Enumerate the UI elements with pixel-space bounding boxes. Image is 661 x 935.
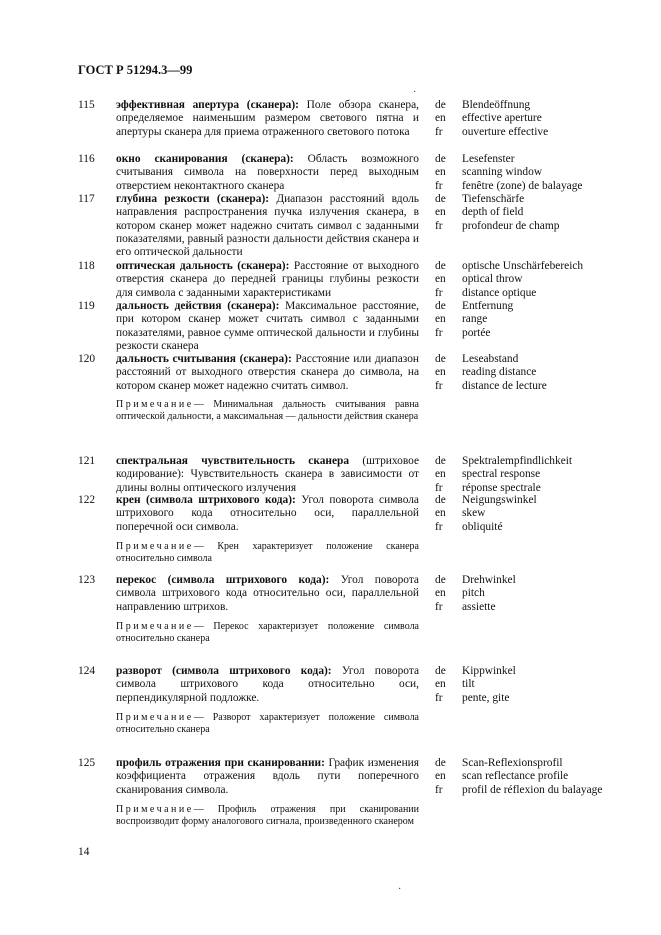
note-text: — Разворот характеризует положение символа относительно сканера xyxy=(116,712,419,736)
term-note xyxy=(116,541,419,566)
term-number: 124 xyxy=(78,665,96,677)
term-name: дальность считывания (сканера): xyxy=(116,353,292,365)
term-number: 120 xyxy=(78,353,96,365)
term-name: перекос (символа штрихового кода): xyxy=(116,574,330,586)
note-label: Примечание xyxy=(116,712,194,723)
translation-de: Blendeöffnung xyxy=(462,99,531,111)
scan-speck: · xyxy=(398,884,402,895)
translation-en: range xyxy=(462,313,488,326)
translation-de: Neigungswinkel xyxy=(462,494,537,506)
translation-de: Leseabstand xyxy=(462,353,519,365)
translation-en: scanning window xyxy=(462,166,543,179)
term-name: окно сканирования (сканера): xyxy=(116,153,294,165)
translations: de Drehwinkel en pitch fr assiette xyxy=(435,574,516,613)
definition-text: График изменения коэффициента отражения вдоль пути поперечного сканирования символа. xyxy=(116,757,419,796)
term-number: 116 xyxy=(78,153,95,165)
translation-fr: distance de lecture xyxy=(462,379,547,392)
translation-en: depth of field xyxy=(462,206,524,219)
translation-de: Kippwinkel xyxy=(462,665,516,677)
translation-de: Tiefenschärfe xyxy=(462,193,525,205)
note-text: — Профиль отражения при сканировании воспроизводит форму аналогового сигнала, произведенного сканером xyxy=(116,804,419,828)
translations: de Neigungswinkel en skew fr obliquité xyxy=(435,494,537,533)
term-definition xyxy=(116,665,419,705)
term-definition xyxy=(116,757,419,797)
term-note xyxy=(116,804,419,829)
term-definition xyxy=(116,260,419,300)
page-number: 14 xyxy=(78,846,90,858)
term-name: эффективная апертура (сканера): xyxy=(116,99,299,111)
term-number: 121 xyxy=(78,455,96,467)
term-number: 119 xyxy=(78,300,95,312)
definition-text: Расстояние или диапазон расстояний от выходного отверстия сканера до символа, на котором сканер может надежно считать символ. xyxy=(116,353,419,392)
translations: de Entfernung en range fr portée xyxy=(435,300,514,339)
definition-text: Максимальное расстояние, при котором сканер может считать символ с заданными показателями, равное сумме оптической дальности и глубины резкости сканера xyxy=(116,300,419,352)
term-name: крен (символа штрихового кода): xyxy=(116,494,296,506)
page-header: ГОСТ Р 51294.3—99 xyxy=(78,63,193,77)
translation-en: tilt xyxy=(462,678,475,691)
term-definition xyxy=(116,300,419,353)
definition-text: Область возможного считывания символа на поверхности перед выходным отверстием неконтактного сканера xyxy=(116,153,419,192)
translations: de Tiefenschärfe en depth of field fr profondeur de champ xyxy=(435,193,560,232)
note-label: Примечание xyxy=(116,621,194,632)
note-text: — Перекос характеризует положение символа относительно сканера xyxy=(116,621,419,645)
note-label: Примечание xyxy=(116,804,194,815)
translation-de: Lesefenster xyxy=(462,153,515,165)
definition-text: Поле обзора сканера, определяемое наименьшим размером светового пятна и апертуры сканера для приема отраженного светового потока xyxy=(116,99,419,138)
term-name: дальность действия (сканера): xyxy=(116,300,280,312)
note-text: — Минимальная дальность считывания равна оптической дальности, а максимальная — дальности действия сканера xyxy=(116,399,419,423)
term-definition xyxy=(116,99,419,139)
definition-text: Угол поворота символа штрихового кода относительно оси, перпендикулярной подложке. xyxy=(116,665,420,704)
term-definition xyxy=(116,574,419,614)
term-definition xyxy=(116,193,419,259)
term-number: 123 xyxy=(78,574,96,586)
translation-en: scan reflectance profile xyxy=(462,770,569,783)
translations: de Scan-Reflexionsprofil en scan reflectance profile fr profil de réflexion du balayage xyxy=(435,757,603,796)
term-definition xyxy=(116,494,419,534)
translation-en: pitch xyxy=(462,587,485,600)
translations: de Blendeöffnung en effective aperture fr ouverture effective xyxy=(435,99,549,138)
translations: de Spektralempfindlichkeit en spectral response fr réponse spectrale xyxy=(435,455,573,494)
definition-text: Расстояние от выходного отверстия сканера до передней границы глубины резкости для символа с заданными характеристиками xyxy=(116,260,419,299)
translation-en: skew xyxy=(462,507,486,520)
translation-fr: fenêtre (zone) de balayage xyxy=(462,179,583,192)
translation-fr: assiette xyxy=(462,600,496,613)
definition-text: (штриховое кодирование): Чувствительность сканера в зависимости от длины волны оптического излучения xyxy=(116,455,420,494)
translation-en: spectral response xyxy=(462,468,541,481)
translations: de Lesefenster en scanning window fr fenêtre (zone) de balayage xyxy=(435,153,583,192)
term-number: 117 xyxy=(78,193,95,205)
translation-fr: profondeur de champ xyxy=(462,219,560,232)
translation-fr: ouverture effective xyxy=(462,125,549,138)
term-number: 122 xyxy=(78,494,96,506)
term-definition xyxy=(116,353,419,393)
translations: de Leseabstand en reading distance fr distance de lecture xyxy=(435,353,547,392)
term-name: глубина резкости (сканера): xyxy=(116,193,270,205)
definition-text: Диапазон расстояний вдоль направления распространения пучка излучения сканера, в котором сканер может надежно считать символ с заданными показателями, равный разности дальности действия сканера и его оптической дальности xyxy=(116,193,420,259)
definition-text: Угол поворота символа штрихового кода относительно оси, параллельной направлению штрихов. xyxy=(116,574,419,613)
translation-en: effective aperture xyxy=(462,112,542,125)
translation-de: Spektralempfindlichkeit xyxy=(462,455,573,467)
translation-en: optical throw xyxy=(462,273,523,286)
translation-fr: obliquité xyxy=(462,520,503,533)
translation-fr: pente, gite xyxy=(462,691,510,704)
translation-fr: portée xyxy=(462,326,491,339)
note-text: — Крен характеризует положение сканера относительно символа xyxy=(116,541,419,565)
term-definition xyxy=(116,455,419,495)
translation-de: Scan-Reflexionsprofil xyxy=(462,757,563,769)
term-note xyxy=(116,712,419,737)
definition-text: Угол поворота символа штрихового кода относительно оси, параллельной поперечной оси символа. xyxy=(116,494,419,533)
note-label: Примечание xyxy=(116,541,194,552)
term-name: оптическая дальность (сканера): xyxy=(116,260,290,272)
term-note xyxy=(116,621,419,646)
term-definition xyxy=(116,153,419,193)
term-number: 118 xyxy=(78,260,95,272)
translations: de optische Unschärfebereich en optical throw fr distance optique xyxy=(435,260,584,299)
term-note xyxy=(116,399,419,424)
translations: de Kippwinkel en tilt fr pente, gite xyxy=(435,665,516,704)
translation-de: Entfernung xyxy=(462,300,514,312)
translation-fr: distance optique xyxy=(462,286,537,299)
translation-de: optische Unschärfebereich xyxy=(462,260,584,272)
scan-speck: · xyxy=(413,87,417,98)
note-label: Примечание xyxy=(116,399,194,410)
term-name: профиль отражения при сканировании: xyxy=(116,757,325,769)
term-number: 115 xyxy=(78,99,95,111)
translation-fr: profil de réflexion du balayage xyxy=(462,783,603,796)
term-name: спектральная чувствительность сканера xyxy=(116,455,350,467)
term-name: разворот (символа штрихового кода): xyxy=(116,665,332,677)
term-number: 125 xyxy=(78,757,96,769)
translation-en: reading distance xyxy=(462,366,537,379)
translation-de: Drehwinkel xyxy=(462,574,516,586)
translation-fr: réponse spectrale xyxy=(462,481,541,494)
